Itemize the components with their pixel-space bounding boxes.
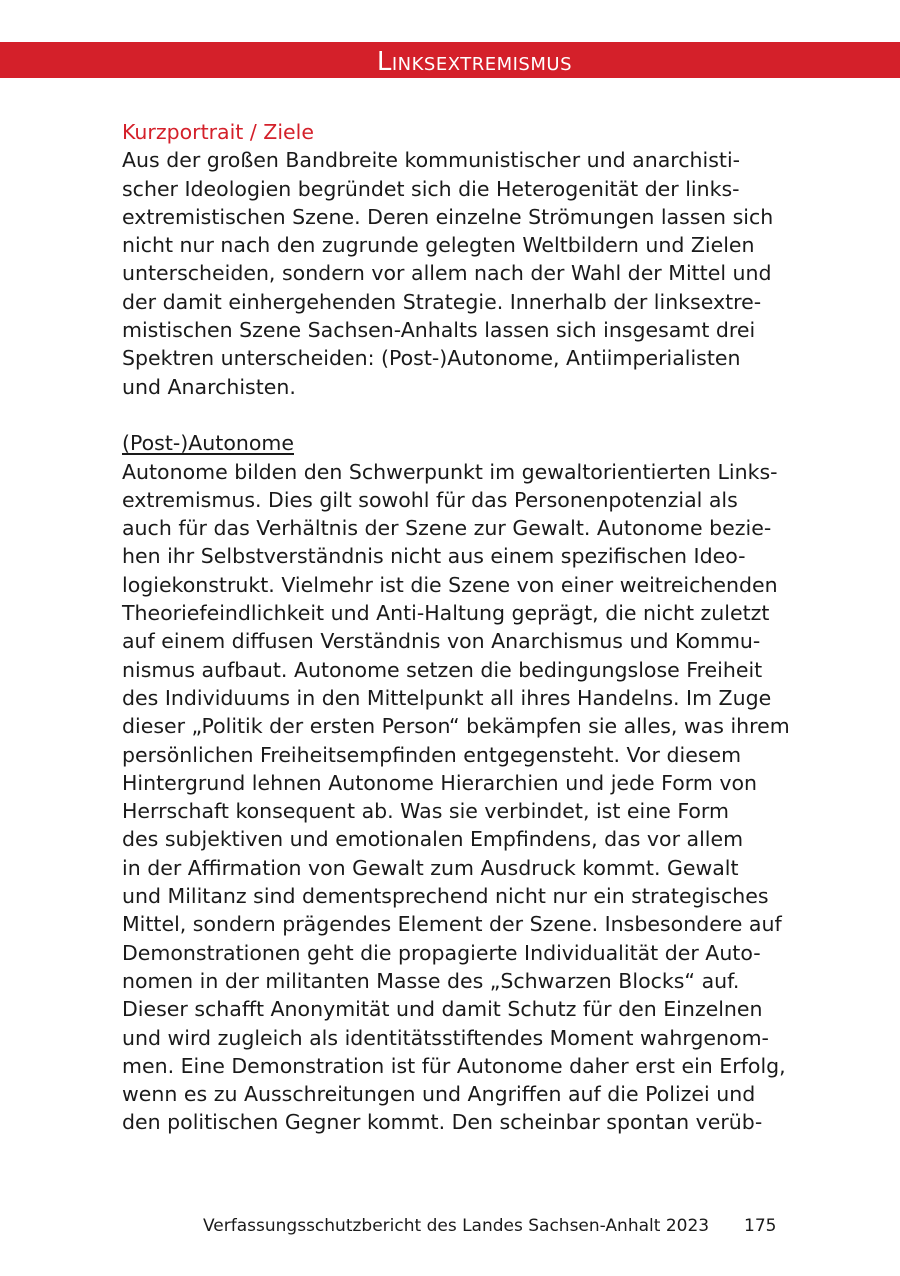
paragraph-line: Herrschaft konsequent ab. Was sie verbindet, ist eine Form xyxy=(122,799,729,824)
paragraph-line: auf einem diffusen Verständnis von Anarchismus und Kommu- xyxy=(122,629,761,654)
paragraph-spacer xyxy=(122,401,802,429)
paragraph-line: Demonstrationen geht die propagierte Individualität der Auto- xyxy=(122,940,761,965)
paragraph-line: Spektren unterscheiden: (Post-)Autonome, Antiimperialisten xyxy=(122,346,741,371)
section-heading-kurzportrait: Kurzportrait / Ziele xyxy=(122,120,314,144)
paragraph-line: der damit einhergehenden Strategie. Innerhalb der linksextre- xyxy=(122,289,762,314)
paragraph-line: unterscheiden, sondern vor allem nach der Wahl der Mittel und xyxy=(122,261,772,286)
paragraph-line: Hintergrund lehnen Autonome Hierarchien und jede Form von xyxy=(122,770,757,795)
paragraph-line: auch für das Verhältnis der Szene zur Gewalt. Autonome bezie- xyxy=(122,516,772,541)
paragraph-line: dieser „Politik der ersten Person“ bekämpfen sie alles, was ihrem xyxy=(122,714,790,739)
paragraph-line: logiekonstrukt. Vielmehr ist die Szene von einer weitreichenden xyxy=(122,572,778,597)
paragraph-line: in der Affirmation von Gewalt zum Ausdruck kommt. Gewalt xyxy=(122,855,739,880)
paragraph-line: und Militanz sind dementsprechend nicht nur ein strategisches xyxy=(122,884,769,909)
paragraph-line: nismus aufbaut. Autonome setzen die bedingungslose Freiheit xyxy=(122,657,763,682)
paragraph-line: des subjektiven und emotionalen Empfindens, das vor allem xyxy=(122,827,744,852)
footer-report-title: Verfassungsschutzbericht des Landes Sachsen-Anhalt 2023 xyxy=(203,1216,710,1236)
paragraph-line: des Individuums in den Mittelpunkt all ihres Handelns. Im Zuge xyxy=(122,685,772,710)
paragraph-line: Autonome bilden den Schwerpunkt im gewaltorientierten Links- xyxy=(122,459,778,484)
paragraph-line: und Anarchisten. xyxy=(122,374,296,399)
paragraph-line: persönlichen Freiheitsempfinden entgegensteht. Vor diesem xyxy=(122,742,742,767)
paragraph-line: Theoriefeindlichkeit und Anti-Haltung geprägt, die nicht zuletzt xyxy=(122,601,770,626)
paragraph-line: den politischen Gegner kommt. Den scheinbar spontan verüb- xyxy=(122,1110,763,1135)
paragraph-line: extremistischen Szene. Deren einzelne Strömungen lassen sich xyxy=(122,204,774,229)
paragraph-kurzportrait xyxy=(122,146,802,401)
page-number: 175 xyxy=(744,1216,777,1236)
paragraph-line: und wird zugleich als identitätsstiftendes Moment wahrgenom- xyxy=(122,1025,769,1050)
section-heading-post-autonome: (Post-)Autonome xyxy=(122,431,294,456)
paragraph-line: Mittel, sondern prägendes Element der Szene. Insbesondere auf xyxy=(122,912,782,937)
paragraph-line: men. Eine Demonstration ist für Autonome daher erst ein Erfolg, xyxy=(122,1053,786,1078)
paragraph-line: mistischen Szene Sachsen-Anhalts lassen sich insgesamt drei xyxy=(122,318,756,343)
paragraph-line: hen ihr Selbstverständnis nicht aus einem spezifischen Ideo- xyxy=(122,544,746,569)
paragraph-line: scher Ideologien begründet sich die Heterogenität der links- xyxy=(122,176,740,201)
paragraph-line: Aus der großen Bandbreite kommunistischer und anarchisti- xyxy=(122,148,741,173)
section-banner xyxy=(0,42,900,78)
paragraph-line: wenn es zu Ausschreitungen und Angriffen auf die Polizei und xyxy=(122,1082,756,1107)
banner-title: Linksextremismus xyxy=(376,47,572,77)
paragraph-line: extremismus. Dies gilt sowohl für das Personenpotenzial als xyxy=(122,487,738,512)
paragraph-post-autonome xyxy=(122,458,802,1137)
paragraph-line: Dieser schafft Anonymität und damit Schutz für den Einzelnen xyxy=(122,997,763,1022)
paragraph-line: nomen in der militanten Masse des „Schwarzen Blocks“ auf. xyxy=(122,968,740,993)
page-content xyxy=(122,118,802,1137)
paragraph-line: nicht nur nach den zugrunde gelegten Weltbildern und Zielen xyxy=(122,233,755,258)
